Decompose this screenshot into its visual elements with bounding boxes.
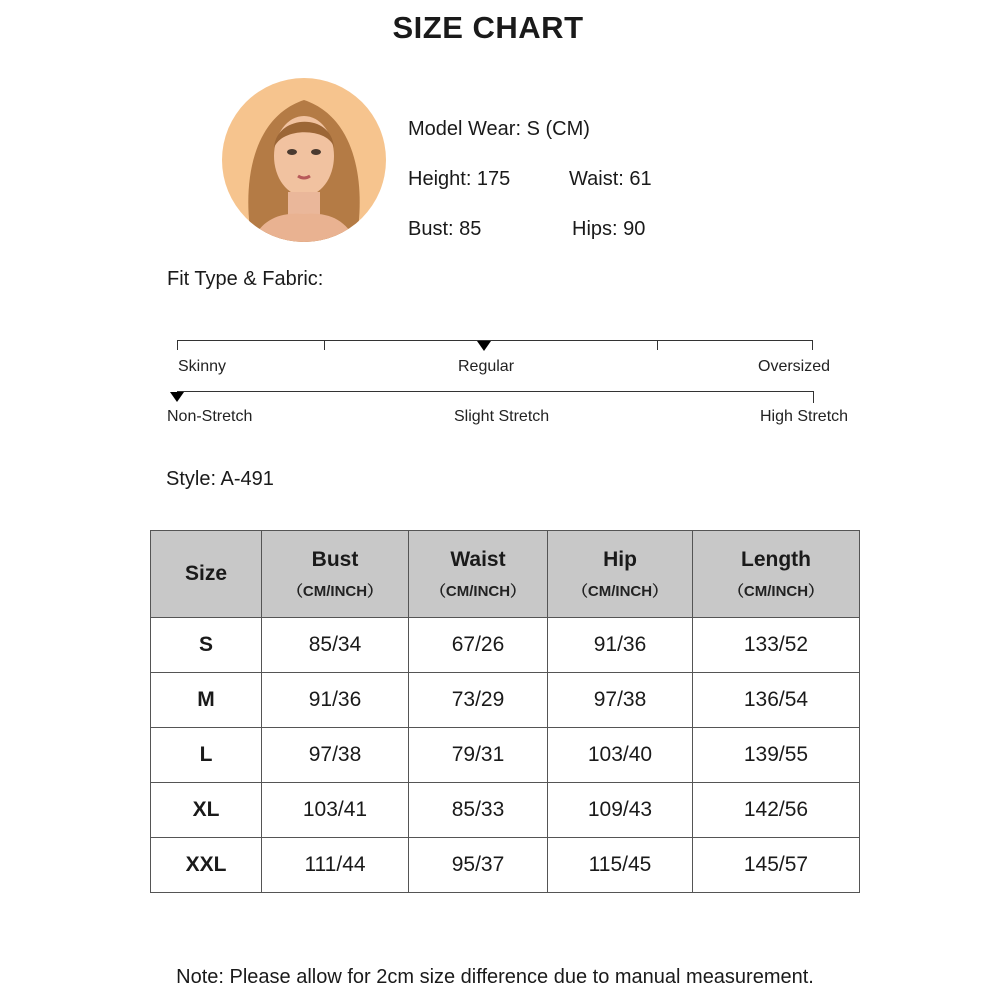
fit-scale-tick bbox=[812, 340, 813, 350]
waist-cell: 67/26 bbox=[409, 618, 548, 673]
fit-heading: Fit Type & Fabric: bbox=[167, 268, 324, 290]
fit-selected-marker-icon bbox=[477, 341, 491, 351]
fit-label-oversized: Oversized bbox=[758, 358, 831, 375]
length-cell: 139/55 bbox=[693, 728, 860, 783]
model-wear-label: Model Wear: S (CM) bbox=[408, 118, 590, 140]
length-cell: 136/54 bbox=[693, 673, 860, 728]
waist-cell: 95/37 bbox=[409, 838, 548, 893]
header-size: Size bbox=[151, 531, 262, 618]
fit-label-skinny: Skinny bbox=[178, 358, 227, 375]
table-row bbox=[151, 673, 860, 728]
table-row bbox=[151, 838, 860, 893]
measurement-note: Note: Please allow for 2cm size difference due to manual measurement. bbox=[176, 966, 814, 988]
stretch-label-non: Non-Stretch bbox=[167, 408, 253, 425]
length-cell: 145/57 bbox=[693, 838, 860, 893]
table-row bbox=[151, 783, 860, 838]
size-cell: XXL bbox=[151, 838, 262, 893]
size-cell: XL bbox=[151, 783, 262, 838]
bust-cell: 91/36 bbox=[262, 673, 409, 728]
hip-cell: 103/40 bbox=[548, 728, 693, 783]
hip-cell: 109/43 bbox=[548, 783, 693, 838]
header-waist: Waist （CM/INCH） bbox=[409, 531, 548, 618]
model-photo bbox=[222, 78, 386, 242]
hip-cell: 115/45 bbox=[548, 838, 693, 893]
stretch-scale-tick bbox=[813, 391, 814, 403]
table-row bbox=[151, 728, 860, 783]
bust-cell: 97/38 bbox=[262, 728, 409, 783]
bust-cell: 103/41 bbox=[262, 783, 409, 838]
fit-label-regular: Regular bbox=[458, 358, 515, 375]
model-portrait-illustration bbox=[222, 78, 386, 242]
hip-cell: 91/36 bbox=[548, 618, 693, 673]
table-row bbox=[151, 618, 860, 673]
table-header-row bbox=[151, 531, 860, 618]
style-code: Style: A-491 bbox=[166, 468, 274, 490]
waist-cell: 79/31 bbox=[409, 728, 548, 783]
fit-scale-tick bbox=[657, 340, 658, 350]
fit-scale-tick bbox=[177, 340, 178, 350]
model-height: Height: 175 bbox=[408, 168, 511, 190]
stretch-label-slight: Slight Stretch bbox=[454, 408, 550, 425]
bust-cell: 111/44 bbox=[262, 838, 409, 893]
stretch-label-high: High Stretch bbox=[760, 408, 849, 425]
size-cell: S bbox=[151, 618, 262, 673]
stretch-selected-marker-icon bbox=[170, 392, 184, 402]
fit-scale-tick bbox=[324, 340, 325, 350]
size-cell: L bbox=[151, 728, 262, 783]
bust-cell: 85/34 bbox=[262, 618, 409, 673]
model-bust: Bust: 85 bbox=[408, 218, 482, 240]
header-length: Length （CM/INCH） bbox=[693, 531, 860, 618]
header-hip: Hip （CM/INCH） bbox=[548, 531, 693, 618]
header-bust: Bust （CM/INCH） bbox=[262, 531, 409, 618]
fit-scale-line bbox=[177, 340, 813, 341]
stretch-scale-line bbox=[177, 391, 814, 392]
size-table bbox=[150, 530, 860, 893]
size-cell: M bbox=[151, 673, 262, 728]
model-waist: Waist: 61 bbox=[569, 168, 652, 190]
length-cell: 142/56 bbox=[693, 783, 860, 838]
hip-cell: 97/38 bbox=[548, 673, 693, 728]
page-title: SIZE CHART bbox=[392, 10, 584, 45]
waist-cell: 73/29 bbox=[409, 673, 548, 728]
model-hips: Hips: 90 bbox=[572, 218, 646, 240]
length-cell: 133/52 bbox=[693, 618, 860, 673]
waist-cell: 85/33 bbox=[409, 783, 548, 838]
